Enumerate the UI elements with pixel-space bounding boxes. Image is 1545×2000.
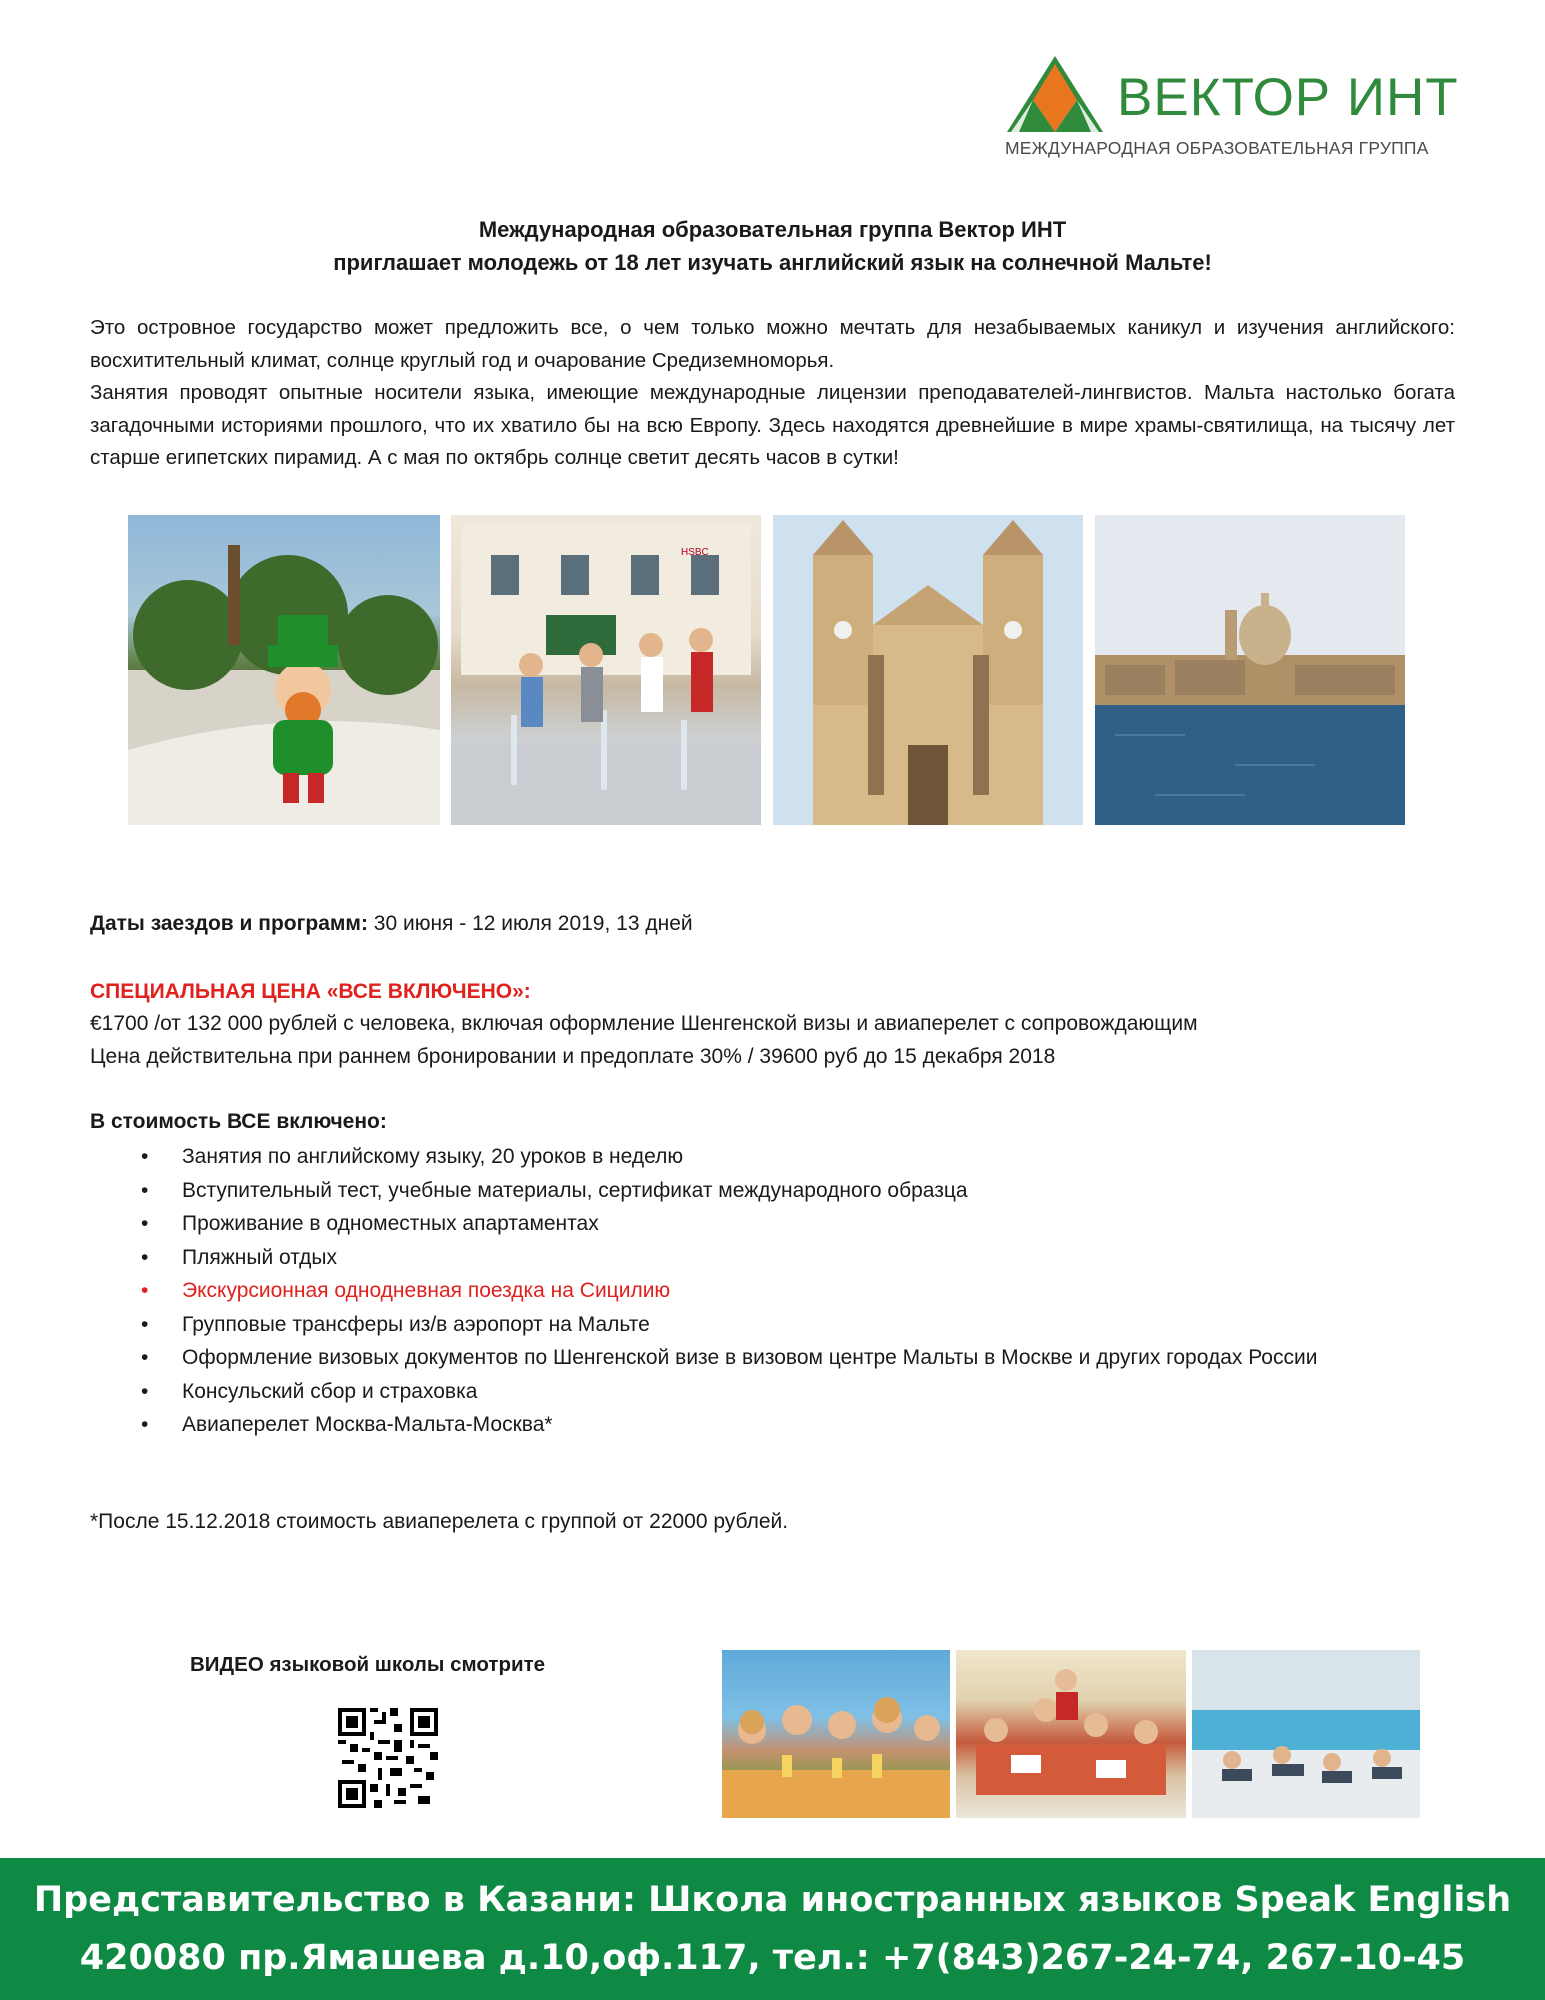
photo-pool: [1192, 1650, 1420, 1818]
dates-line: [90, 912, 693, 936]
included-title: В стоимость ВСЕ включено:: [90, 1110, 387, 1133]
photo-cathedral: [773, 515, 1083, 825]
bullet-icon: •: [141, 1178, 149, 1202]
footer-office-line: Представительство в Казани: Школа иностранных языков Speak English: [33, 1880, 1512, 1920]
bullet-icon: •: [141, 1279, 149, 1302]
logo-subtitle: МЕЖДУНАРОДНАЯ ОБРАЗОВАТЕЛЬНАЯ ГРУППА: [1005, 138, 1429, 158]
photo-youth-fountain: [451, 515, 761, 825]
list-item: • Консульский сбор и страховка: [138, 1375, 1455, 1409]
list-item: • Вступительный тест, учебные материалы, сертификат международного образца: [138, 1174, 1455, 1208]
list-item: • Групповые трансферы из/в аэропорт на Мальте: [138, 1308, 1455, 1342]
photo-leprechaun-toy: [128, 515, 440, 825]
headline-line-1: Международная образовательная группа Вектор ИНТ: [478, 217, 1067, 242]
list-item: • Проживание в одноместных апартаментах: [138, 1207, 1455, 1241]
company-logo: [1005, 50, 1475, 165]
photo-students-cafe: [722, 1650, 950, 1818]
list-item: • Пляжный отдых: [138, 1241, 1455, 1275]
price-details-line-1: €1700 /от 132 000 рублей с человека, включая оформление Шенгенской визы и авиаперелет с сопровождающим: [90, 1012, 1198, 1035]
bullet-icon: •: [141, 1413, 149, 1436]
qr-code-icon[interactable]: [338, 1708, 438, 1808]
bullet-icon: •: [141, 1312, 149, 1336]
airfare-note: *После 15.12.2018 стоимость авиаперелета с группой от 22000 рублей.: [90, 1510, 789, 1533]
video-label: ВИДЕО языковой школы смотрите: [190, 1653, 546, 1676]
bullet-icon: •: [141, 1212, 149, 1235]
list-item: • Занятия по английскому языку, 20 уроков в неделю: [138, 1140, 1455, 1174]
logo-name: ВЕКТОР ИНТ: [1117, 68, 1459, 127]
dates-value: 30 июня - 12 июля 2019, 13 дней: [367, 912, 693, 935]
special-price-title: СПЕЦИАЛЬНАЯ ЦЕНА «ВСЕ ВКЛЮЧЕНО»:: [90, 980, 531, 1003]
dates-label: Даты заездов и программ:: [90, 912, 368, 935]
footer-contact-bar: [0, 1858, 1545, 2000]
list-item: • Оформление визовых документов по Шенгенской визе в визовом центре Мальты в Москве и других городах России: [138, 1341, 1455, 1375]
intro-text: [90, 312, 1455, 475]
headline: [90, 213, 1455, 279]
price-details-line-2: Цена действительна при раннем бронировании и предоплате 30% / 39600 руб до 15 декабря 2018: [90, 1045, 1056, 1068]
intro-paragraph-2: Занятия проводят опытные носители языка, имеющие международные лицензии преподавателей-лингвистов. Мальта настолько богата загадочными историями прошлого, что их хватило бы на всю Европу. Здесь находятся древнейшие в мире храмы-святилища, на тысячу лет старше египетских пирамид. А с мая по октябрь солнце светит десять часов в сутки!: [90, 381, 1455, 469]
list-item: • Авиаперелет Москва-Мальта-Москва*: [138, 1408, 1455, 1442]
bullet-icon: •: [141, 1379, 149, 1403]
bullet-icon: •: [141, 1145, 149, 1168]
footer-address-phone: 420080 пр.Ямашева д.10,оф.117, тел.: +7(843)267-24-74, 267-10-45: [79, 1938, 1466, 1978]
bullet-icon: •: [141, 1346, 149, 1369]
intro-paragraph-1: Это островное государство может предложить все, о чем только можно мечтать для незабываемых каникул и изучения английского: восхитительный климат, солнце круглый год и очарование Средиземноморья.: [90, 316, 1455, 372]
photo-valletta-skyline: [1095, 515, 1405, 825]
included-list: [138, 1140, 1455, 1442]
headline-line-2: приглашает молодежь от 18 лет изучать английский язык на солнечной Мальте!: [333, 250, 1212, 275]
bullet-icon: •: [141, 1245, 149, 1269]
hsbc-sign: HSBC: [681, 547, 709, 558]
list-item-highlighted: • Экскурсионная однодневная поездка на Сицилию: [138, 1274, 1455, 1308]
logo-triangle-icon: [1005, 54, 1105, 134]
photo-classroom: [956, 1650, 1186, 1818]
